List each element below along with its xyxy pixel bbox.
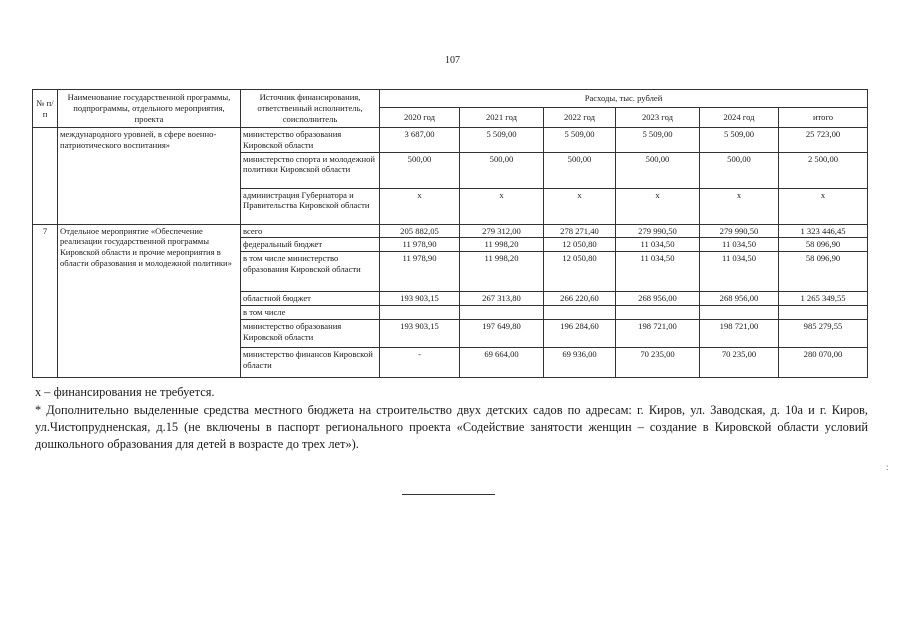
value-2021: 11 998,20 <box>460 252 544 292</box>
value-2023: 279 990,50 <box>616 224 700 238</box>
value-2024 <box>700 306 779 320</box>
value-2021 <box>460 306 544 320</box>
value-total: 985 279,55 <box>779 319 868 347</box>
value-2022: 278 271,40 <box>544 224 616 238</box>
row-num-cell: 7 <box>33 224 58 377</box>
value-2022: 5 509,00 <box>544 128 616 153</box>
value-2020 <box>380 306 460 320</box>
header-year-2020: 2020 год <box>380 108 460 128</box>
value-total: 2 500,00 <box>779 152 868 188</box>
value-2022: 12 050,80 <box>544 252 616 292</box>
row-name-cell: международного уровней, в сфере военно-патриотического воспитания» <box>58 128 241 225</box>
value-2020: - <box>380 347 460 377</box>
source-cell: министерство образования Кировской области <box>241 128 380 153</box>
source-cell: администрация Губернатора и Правительства Кировской области <box>241 188 380 224</box>
source-cell: в том числе министерство образования Кировской области <box>241 252 380 292</box>
value-2024: 198 721,00 <box>700 319 779 347</box>
source-cell: министерство спорта и молодежной политики Кировской области <box>241 152 380 188</box>
value-2024: 11 034,50 <box>700 238 779 252</box>
value-2023: 11 034,50 <box>616 252 700 292</box>
value-2022: 12 050,80 <box>544 238 616 252</box>
value-2023: 5 509,00 <box>616 128 700 153</box>
table-row <box>33 224 868 238</box>
header-expenses: Расходы, тыс. рублей <box>380 90 868 108</box>
table-row <box>33 128 868 153</box>
source-cell: всего <box>241 224 380 238</box>
value-2023: 500,00 <box>616 152 700 188</box>
value-2023: 70 235,00 <box>616 347 700 377</box>
footnote-x: х – финансирования не требуется. <box>35 385 215 399</box>
value-total: x <box>779 188 868 224</box>
value-2023: 11 034,50 <box>616 238 700 252</box>
value-2021: 267 313,80 <box>460 292 544 306</box>
value-2022 <box>544 306 616 320</box>
page-number: 107 <box>445 55 460 66</box>
value-2020: 500,00 <box>380 152 460 188</box>
value-total: 58 096,90 <box>779 238 868 252</box>
value-total: 1 265 349,55 <box>779 292 868 306</box>
value-2020: 3 687,00 <box>380 128 460 153</box>
row-name-cell: Отдельное мероприятие «Обеспечение реализации государственной программы Кировской области и прочие мероприятия в области образования и молодежной политики» <box>58 224 241 377</box>
value-2024: 5 509,00 <box>700 128 779 153</box>
value-2020: 205 882,05 <box>380 224 460 238</box>
source-cell: в том числе <box>241 306 380 320</box>
header-name: Наименование государственной программы, подпрограммы, отдельного мероприятия, проекта <box>58 90 241 128</box>
value-2022: 69 936,00 <box>544 347 616 377</box>
value-2021: 197 649,80 <box>460 319 544 347</box>
separator-line <box>402 494 495 495</box>
value-total: 280 070,00 <box>779 347 868 377</box>
value-2024: 268 956,00 <box>700 292 779 306</box>
value-2020: x <box>380 188 460 224</box>
source-cell: областной бюджет <box>241 292 380 306</box>
value-2021: 5 509,00 <box>460 128 544 153</box>
header-source: Источник финансирования, ответственный исполнитель, соисполнитель <box>241 90 380 128</box>
source-cell: министерство финансов Кировской области <box>241 347 380 377</box>
value-2023: x <box>616 188 700 224</box>
header-row <box>33 90 868 108</box>
value-2022: x <box>544 188 616 224</box>
value-2020: 193 903,15 <box>380 319 460 347</box>
row-num-cell <box>33 128 58 225</box>
header-num: № п/п <box>33 90 58 128</box>
footnote-star: * Дополнительно выделенные средства местного бюджета на строительство двух детских садов по адресам: г. Киров, ул. Заводская, д. 10а и г. Киров, ул.Чистопрудненская, д.15 (не включены в паспорт регионального проекта «Содействие занятости женщин – создание в Кировской области условий дошкольного образования для детей в возрасте до трех лет»). <box>35 403 868 451</box>
value-2021: 279 312,00 <box>460 224 544 238</box>
value-2022: 500,00 <box>544 152 616 188</box>
value-2020: 193 903,15 <box>380 292 460 306</box>
value-2023: 268 956,00 <box>616 292 700 306</box>
value-2020: 11 978,90 <box>380 252 460 292</box>
value-total: 1 323 446,45 <box>779 224 868 238</box>
value-2023 <box>616 306 700 320</box>
value-2024: 70 235,00 <box>700 347 779 377</box>
header-year-2021: 2021 год <box>460 108 544 128</box>
value-2022: 266 220,60 <box>544 292 616 306</box>
value-2024: 279 990,50 <box>700 224 779 238</box>
value-2024: x <box>700 188 779 224</box>
value-2021: 500,00 <box>460 152 544 188</box>
value-2024: 11 034,50 <box>700 252 779 292</box>
value-total: 25 723,00 <box>779 128 868 153</box>
source-cell: федеральный бюджет <box>241 238 380 252</box>
scan-mark: : <box>886 462 889 472</box>
value-total: 58 096,90 <box>779 252 868 292</box>
budget-table <box>32 89 868 378</box>
value-2023: 198 721,00 <box>616 319 700 347</box>
source-cell: министерство образования Кировской области <box>241 319 380 347</box>
header-year-2022: 2022 год <box>544 108 616 128</box>
value-total <box>779 306 868 320</box>
value-2021: 69 664,00 <box>460 347 544 377</box>
value-2021: 11 998,20 <box>460 238 544 252</box>
header-total: итого <box>779 108 868 128</box>
value-2024: 500,00 <box>700 152 779 188</box>
header-year-2023: 2023 год <box>616 108 700 128</box>
value-2020: 11 978,90 <box>380 238 460 252</box>
value-2021: x <box>460 188 544 224</box>
value-2022: 196 284,60 <box>544 319 616 347</box>
header-year-2024: 2024 год <box>700 108 779 128</box>
